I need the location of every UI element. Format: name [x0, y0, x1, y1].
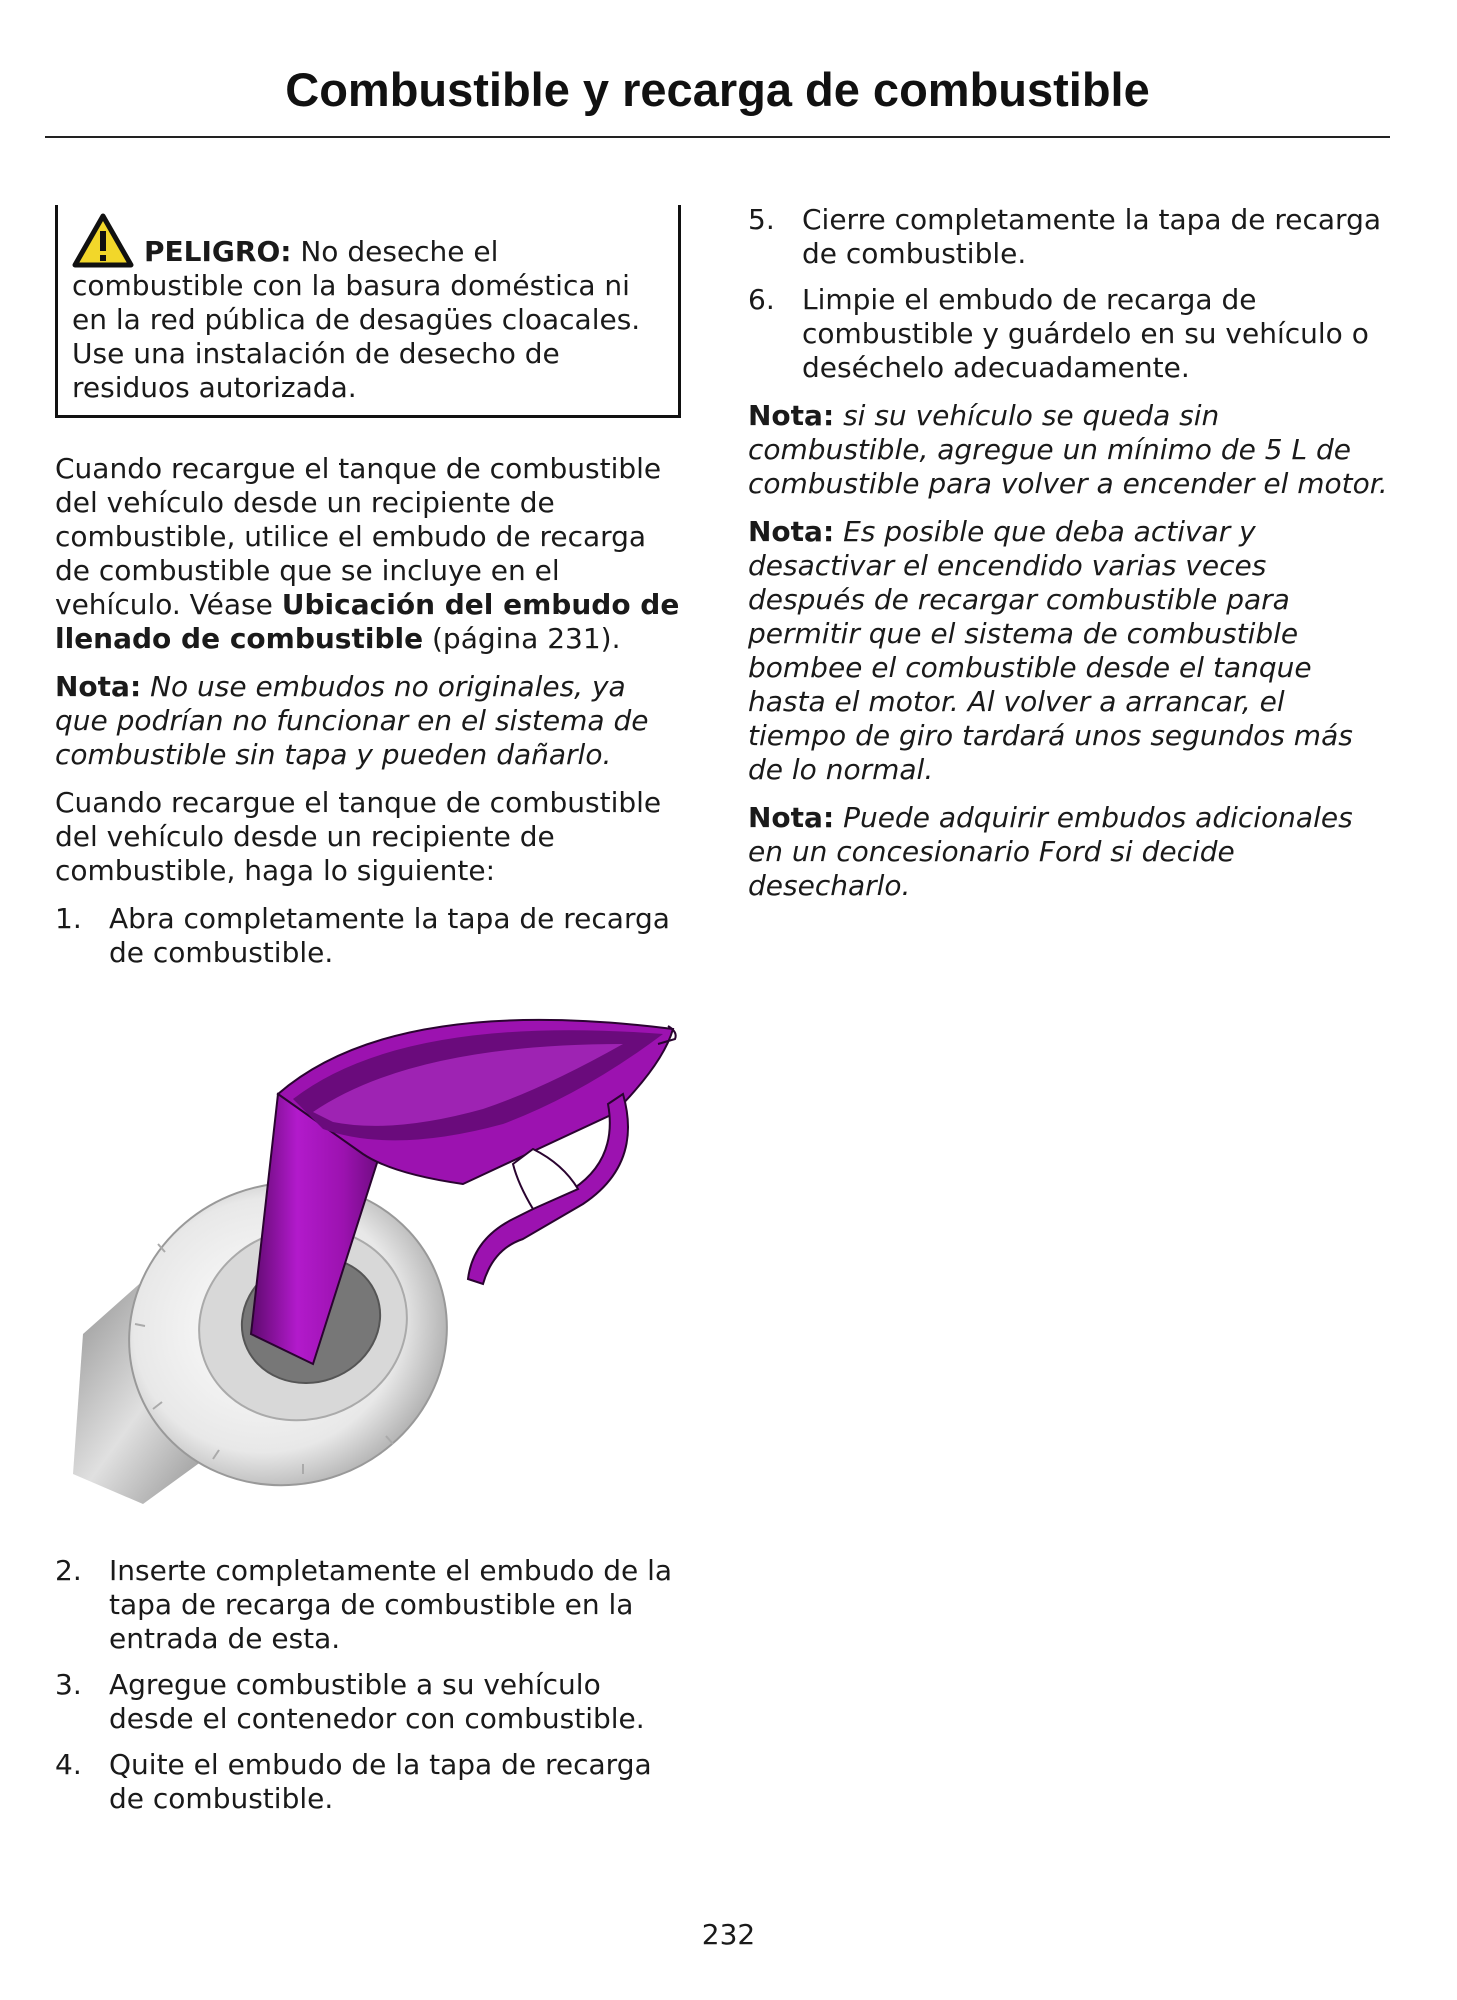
- steps-list-b: [55, 1554, 680, 1816]
- page-number: 232: [701, 1918, 756, 1951]
- note-non-original-funnels: Nota: No use embudos no originales, ya que podrían no funcionar en el sistema de combustible sin tapa y pueden dañarlo.: [55, 670, 649, 771]
- list-item: 4. Quite el embudo de la tapa de recarga de combustible.: [55, 1748, 652, 1815]
- warning-text: No deseche el combustible con la basura doméstica ni en la red pública de desagües cloacales. Use una instalación de desecho de residuos autorizada.: [72, 235, 641, 404]
- danger-warning-box: [55, 205, 681, 418]
- title-divider: [45, 136, 1390, 138]
- list-item: 3. Agregue combustible a su vehículo desde el contenedor con combustible.: [55, 1668, 645, 1735]
- note-ignition-cycle: Nota: Es posible que deba activar y desactivar el encendido varias veces después de recargar combustible para permitir que el sistema de combustible bombee el combustible desde el tanque hasta el motor. Al volver a arrancar, el tiempo de giro tardará unos segundos más de lo normal.: [748, 515, 1353, 786]
- right-column: [748, 203, 1388, 917]
- intro-paragraph: Cuando recargue el tanque de combustible del vehículo desde un recipiente de combustible, utilice el embudo de recarga de combustible que se incluye en el vehículo. Véase Ubicación del embudo de llenado de combustible (página 231).: [55, 452, 680, 655]
- funnel-location-link[interactable]: Ubicación del embudo de llenado de combustible: [55, 588, 680, 655]
- warning-triangle-icon: [72, 213, 134, 269]
- instructions-intro: Cuando recargue el tanque de combustible del vehículo desde un recipiente de combustible, haga lo siguiente:: [55, 786, 662, 887]
- list-item: 6. Limpie el embudo de recarga de combustible y guárdelo en su vehículo o deséchelo adecuadamente.: [748, 283, 1369, 384]
- warning-label: PELIGRO:: [144, 235, 292, 268]
- list-item: 5. Cierre completamente la tapa de recarga de combustible.: [748, 203, 1382, 270]
- steps-list-a: [55, 902, 680, 970]
- note-out-of-fuel: Nota: si su vehículo se queda sin combustible, agregue un mínimo de 5 L de combustible para volver a encender el motor.: [748, 399, 1388, 500]
- left-column: [55, 205, 680, 1830]
- funnel-in-filler-illustration: [63, 1004, 703, 1524]
- list-item: 2. Inserte completamente el embudo de la tapa de recarga de combustible en la entrada de esta.: [55, 1554, 673, 1655]
- page-title: Combustible y recarga de combustible: [285, 63, 1150, 116]
- list-item: 1. Abra completamente la tapa de recarga de combustible.: [55, 902, 670, 969]
- note-additional-funnels: Nota: Puede adquirir embudos adicionales en un concesionario Ford si decide desecharlo.: [748, 801, 1353, 902]
- steps-list-c: [748, 203, 1388, 385]
